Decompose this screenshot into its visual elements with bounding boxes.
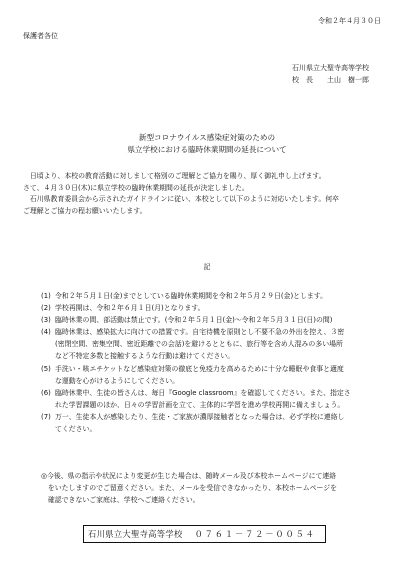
intro-paragraph xyxy=(23,171,401,217)
item-text: 臨時休業は、感染拡大に向けての措置です。自宅待機を原則とし不要不急の外出を控え、３密 (密閉空間、密集空間、密近距離での会話)を避けるとともに、旅行等を含め人混みの多い場所 など不特定多数と接触するような行動は避けてください。 xyxy=(55,328,345,361)
sender-block xyxy=(292,64,383,89)
item-number: (1) xyxy=(41,292,51,300)
item-number: (5) xyxy=(41,364,51,373)
item-number: (6) xyxy=(41,388,51,397)
contact-box xyxy=(83,525,326,543)
document-title-line2: 県立学校における臨時休業期間の延長について xyxy=(127,145,287,154)
notice-paragraph xyxy=(41,470,396,506)
item-number: (2) xyxy=(41,304,51,313)
sender-school: 石川県立大聖寺高等学校 xyxy=(292,64,369,72)
addressee: 保護者各位 xyxy=(23,32,58,40)
list-item xyxy=(41,411,401,435)
notice-line: をいたしますのでご留意ください。また、メールを受信できなかったり、本校ホームページを xyxy=(41,484,338,493)
ki-heading: 記 xyxy=(203,263,211,271)
intro-line: さて、４月３０日(木)に県立学校の臨時休業期間の延長が決定しました。 xyxy=(23,183,249,192)
item-text: 万一、生徒本人が感染したり、生徒・ご家族が濃厚接触者となった場合は、必ず学校に連絡し てください。 xyxy=(55,412,345,434)
list-item xyxy=(41,363,401,387)
principal-title: 校 長 xyxy=(292,76,313,85)
list-item xyxy=(41,290,401,302)
item-text: 手洗い・咳エチケットなど感染症対策の徹底と免疫力を高めるために十分な睡眠や食事と適度 な運動を心がけるようにしてください。 xyxy=(55,364,344,385)
list-item xyxy=(41,314,401,326)
list-item xyxy=(41,326,401,362)
document-date: 令和２年４月３０日 xyxy=(318,17,381,25)
notice-line: 確認できないご家庭は、学校へご連絡ください。 xyxy=(41,496,200,505)
list-item xyxy=(41,387,401,411)
list-item xyxy=(41,302,401,314)
intro-line: ご理解とご協力の程お願いいたします。 xyxy=(23,206,147,215)
intro-line: 石川県教育委員会から示されたガイドラインに従い、本校として以下のように対応いたします。何卒 xyxy=(23,195,339,204)
contact-school: 石川県立大聖寺高等学校 xyxy=(88,529,183,539)
item-text: 令和２年５月１日(金)までとしている臨時休業期間を令和２年５月２９日(金)とします。 xyxy=(55,292,328,300)
item-number: (4) xyxy=(41,328,51,337)
notice-line: ◎今後、県の指示や状況により変更が生じた場合は、随時メール及び本校ホームページにて連絡 xyxy=(41,472,337,480)
items-list xyxy=(41,290,401,435)
item-text: 臨時休業の間、部活動は禁止です。(令和２年５月１日(金)～令和２年５月３１日(日)の間) xyxy=(55,316,333,325)
item-number: (3) xyxy=(41,316,51,325)
item-text: 臨時休業中、生徒の皆さんは、毎日『Google classroom』を確認してください。また、指定さ れた学習課題のほか、日々の学習計画を立て、主体的に学習を進め学校再開に備えましょう。 xyxy=(55,388,351,409)
contact-phone: ０７６１－７２－００５４ xyxy=(194,529,316,539)
sender-principal xyxy=(292,76,383,85)
principal-name: 土山 樹一郎 xyxy=(327,76,369,85)
item-number: (7) xyxy=(41,412,51,421)
document-title-line1: 新型コロナウイルス感染症対策のための xyxy=(138,133,276,142)
intro-line: 日頃より、本校の教育活動に対しまして格別のご理解とご協力を賜り、厚く御礼申し上げます。 xyxy=(23,172,326,180)
item-text: 学校再開は、令和２年６月１日(月)となります。 xyxy=(55,304,205,313)
